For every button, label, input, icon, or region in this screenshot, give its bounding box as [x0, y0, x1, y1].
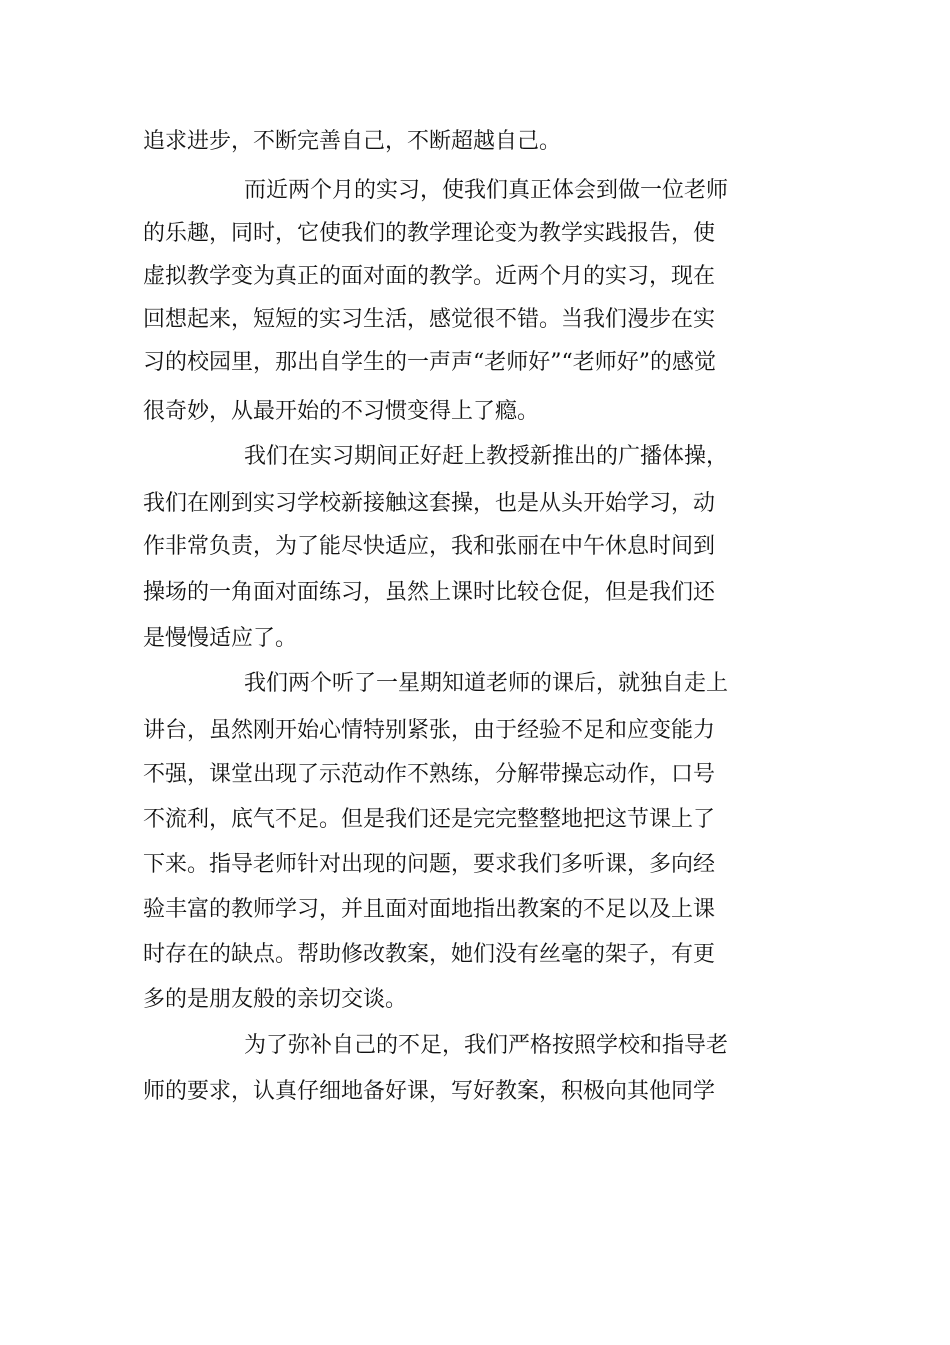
text-line: 时存在的缺点。帮助修改教案，她们没有丝毫的架子，有更: [143, 942, 716, 967]
text-line: 验丰富的教师学习，并且面对面地指出教案的不足以及上课: [143, 897, 716, 922]
text-line: 操场的一角面对面练习，虽然上课时比较仓促，但是我们还: [143, 580, 716, 605]
text-line: 作非常负责，为了能尽快适应，我和张丽在中午休息时间到: [143, 534, 716, 559]
text-line: 下来。指导老师针对出现的问题，要求我们多听课，多向经: [143, 852, 716, 877]
text-line: 是慢慢适应了。: [143, 626, 298, 651]
paragraph-first-line: 为了弥补自己的不足，我们严格按照学校和指导老: [244, 1033, 729, 1058]
paragraph-first-line: 我们两个听了一星期知道老师的课后，就独自走上: [244, 671, 729, 696]
text-line: 习的校园里，那出自学生的一声声“老师好”“老师好”的感觉: [143, 350, 716, 375]
text-line: 的乐趣，同时，它使我们的教学理论变为教学实践报告，使: [143, 221, 716, 246]
text-line: 追求进步，不断完善自己，不断超越自己。: [143, 129, 562, 154]
text-line: 多的是朋友般的亲切交谈。: [143, 987, 408, 1012]
paragraph-first-line: 我们在实习期间正好赶上教授新推出的广播体操，: [244, 444, 729, 469]
text-line: 回想起来，短短的实习生活，感觉很不错。当我们漫步在实: [143, 307, 716, 332]
text-line: 不强，课堂出现了示范动作不熟练，分解带操忘动作，口号: [143, 762, 716, 787]
paragraph-first-line: 而近两个月的实习，使我们真正体会到做一位老师: [244, 178, 729, 203]
text-line: 不流利，底气不足。但是我们还是完完整整地把这节课上了: [143, 807, 716, 832]
text-line: 讲台，虽然刚开始心情特别紧张，由于经验不足和应变能力: [143, 718, 716, 743]
text-line: 虚拟教学变为真正的面对面的教学。近两个月的实习，现在: [143, 264, 716, 289]
text-line: 我们在刚到实习学校新接触这套操，也是从头开始学习，动: [143, 491, 716, 516]
text-line: 很奇妙，从最开始的不习惯变得上了瘾。: [143, 399, 540, 424]
text-line: 师的要求，认真仔细地备好课，写好教案，积极向其他同学: [143, 1079, 716, 1104]
